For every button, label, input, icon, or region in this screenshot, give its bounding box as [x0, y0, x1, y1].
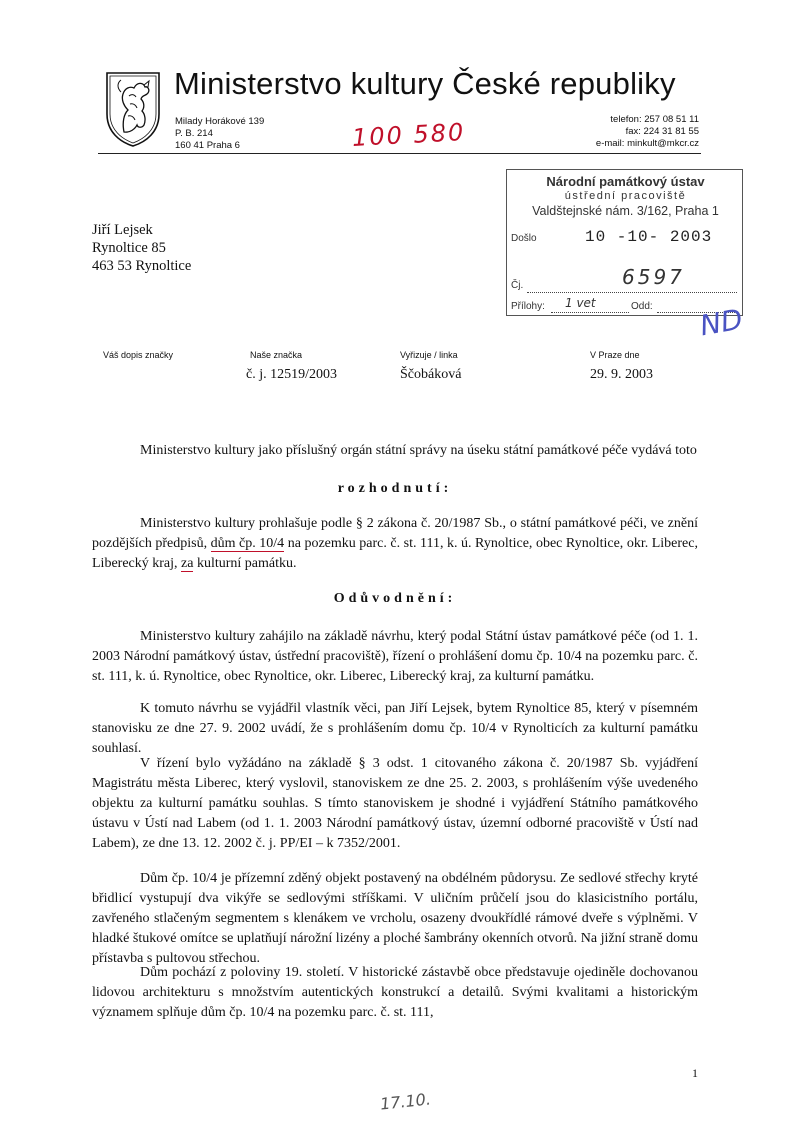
addressee-street: Rynoltice 85 — [92, 240, 166, 256]
stamp-ref-label: Čj. — [511, 280, 524, 291]
your-ref-label: Váš dopis značky — [103, 350, 174, 360]
decision-heading: rozhodnutí: — [337, 481, 453, 496]
stamp-address: Valdštejnské nám. 3/162, Praha 1 — [532, 204, 719, 218]
handwritten-mark: ND — [697, 302, 746, 343]
reasons-paragraph-4: Dům čp. 10/4 je přízemní zděný objekt postavený na obdélném půdorysu. Ze sedlové střechy kryté břidlicí vystupují dva vikýře se sedlovými stříškami. V uličním průčelí jsou do klasicistního portálu, zavřeného stlačeným segmentem s klenákem ve vrcholu, osazeny dvoukřídlé rámové dveře s výplněmi. V hladké štukové omítce se uplatňují nárožní lizény a ploché šambrány okenních otvorů. Na jižní straně domu přístavba s pultovou střechou. — [92, 871, 698, 966]
contact-phone: telefon: 257 08 51 11 — [610, 114, 699, 125]
address-line: 160 41 Praha 6 — [175, 140, 240, 151]
stamp-ref-value: 6597 — [622, 265, 685, 289]
date-value: 29. 9. 2003 — [590, 367, 653, 382]
handwritten-date: 17.10. — [379, 1089, 432, 1114]
handler-value: Ščobáková — [400, 367, 462, 382]
reasons-paragraph-3: V řízení bylo vyžádáno na základě § 3 odst. 1 citovaného zákona č. 20/1987 Sb. vyjádření Magistrátu města Liberec, který vyslovil, stanoviskem ze dne 25. 2. 2003, s prohlášením výše uvedeného objektu za kulturní památku souhlas. S tímto stanoviskem je shodné i vyjádření Státního památkového ústavu v Ústí nad Labem (od 1. 1. 2003 Národní památkový ústav, územní odborné pracoviště v Ústí nad Labem), ze dne 13. 12. 2002 č. j. PP/EI – k 7352/2001. — [92, 756, 698, 851]
header-divider — [98, 153, 701, 154]
contact-fax: fax: 224 31 81 55 — [625, 126, 699, 137]
date-label: V Praze dne — [590, 350, 640, 360]
reasons-paragraph-1: Ministerstvo kultury zahájilo na základě návrhu, který podal Státní ústav památkové péče (od 1. 1. 2003 Národní památkový ústav, ústřední pracoviště), řízení o prohlášení domu čp. 10/4 na pozemku parc. č. st. 111, k. ú. Rynoltice, obec Rynoltice, okr. Liberec, Liberecký kraj, za kulturní památku. — [92, 629, 698, 684]
reasons-heading: Odůvodnění: — [333, 591, 457, 606]
contact-email: e-mail: minkult@mkcr.cz — [595, 138, 699, 149]
addressee-name: Jiří Lejsek — [92, 222, 153, 238]
page-number: 1 — [692, 1066, 698, 1080]
our-ref-label: Naše značka — [250, 350, 303, 360]
ministry-title: Ministerstvo kultury České republiky — [174, 66, 676, 101]
decision-paragraph: Ministerstvo kultury prohlašuje podle § 2 zákona č. 20/1987 Sb., o státní památkové péči, ve znění pozdějších předpisů, dům čp. 10/4 na pozemku parc. č. st. 111, k. ú. Rynoltice, obec Rynoltice, okr. Liberec, Liberecký kraj, za kulturní památku. — [92, 516, 698, 571]
stamp-ref-line — [527, 292, 737, 293]
reasons-paragraph-2: K tomuto návrhu se vyjádřil vlastník věci, pan Jiří Lejsek, bytem Rynoltice 85, který v písemném stanovisku ze dne 27. 9. 2002 uvádí, že s prohlášením domu čp. 10/4 v Rynolticích za kulturní památku souhlasí. — [92, 701, 698, 756]
stamp-dept-label: Odd: — [631, 301, 653, 312]
underlined-building: dům čp. 10/4 — [210, 536, 285, 551]
address-line: P. B. 214 — [175, 128, 213, 139]
our-ref-value: č. j. 12519/2003 — [246, 367, 337, 382]
address-line: Milady Horákové 139 — [175, 116, 265, 127]
stamp-org: Národní památkový ústav — [546, 174, 705, 189]
stamp-unit: ústřední pracoviště — [564, 190, 687, 202]
addressee-city: 463 53 Rynoltice — [92, 258, 192, 274]
handler-label: Vyřizuje / linka — [400, 350, 458, 360]
underlined-word: za — [181, 556, 194, 571]
stamp-received-label: Došlo — [511, 233, 537, 244]
stamp-attachments-label: Přílohy: — [511, 301, 545, 312]
coat-of-arms-icon — [104, 70, 162, 148]
stamp-received-date: 10 -10- 2003 — [585, 228, 713, 246]
stamp-attachments-line — [551, 312, 629, 313]
intro-paragraph: Ministerstvo kultury jako příslušný orgán státní správy na úseku státní památkové péče vydává toto — [140, 443, 697, 458]
stamp-attachments-value: 1 vet — [565, 296, 596, 310]
reasons-paragraph-5: Dům pochází z poloviny 19. století. V historické zástavbě obce představuje ojediněle dochovanou lidovou architekturu s množstvím autentických konstrukcí a detailů. Svými kvalitami a historickým významem splňuje dům čp. 10/4 na pozemku parc. č. st. 111, — [92, 965, 698, 1020]
received-stamp — [506, 169, 743, 316]
handwritten-number: 100 580 — [351, 118, 466, 152]
